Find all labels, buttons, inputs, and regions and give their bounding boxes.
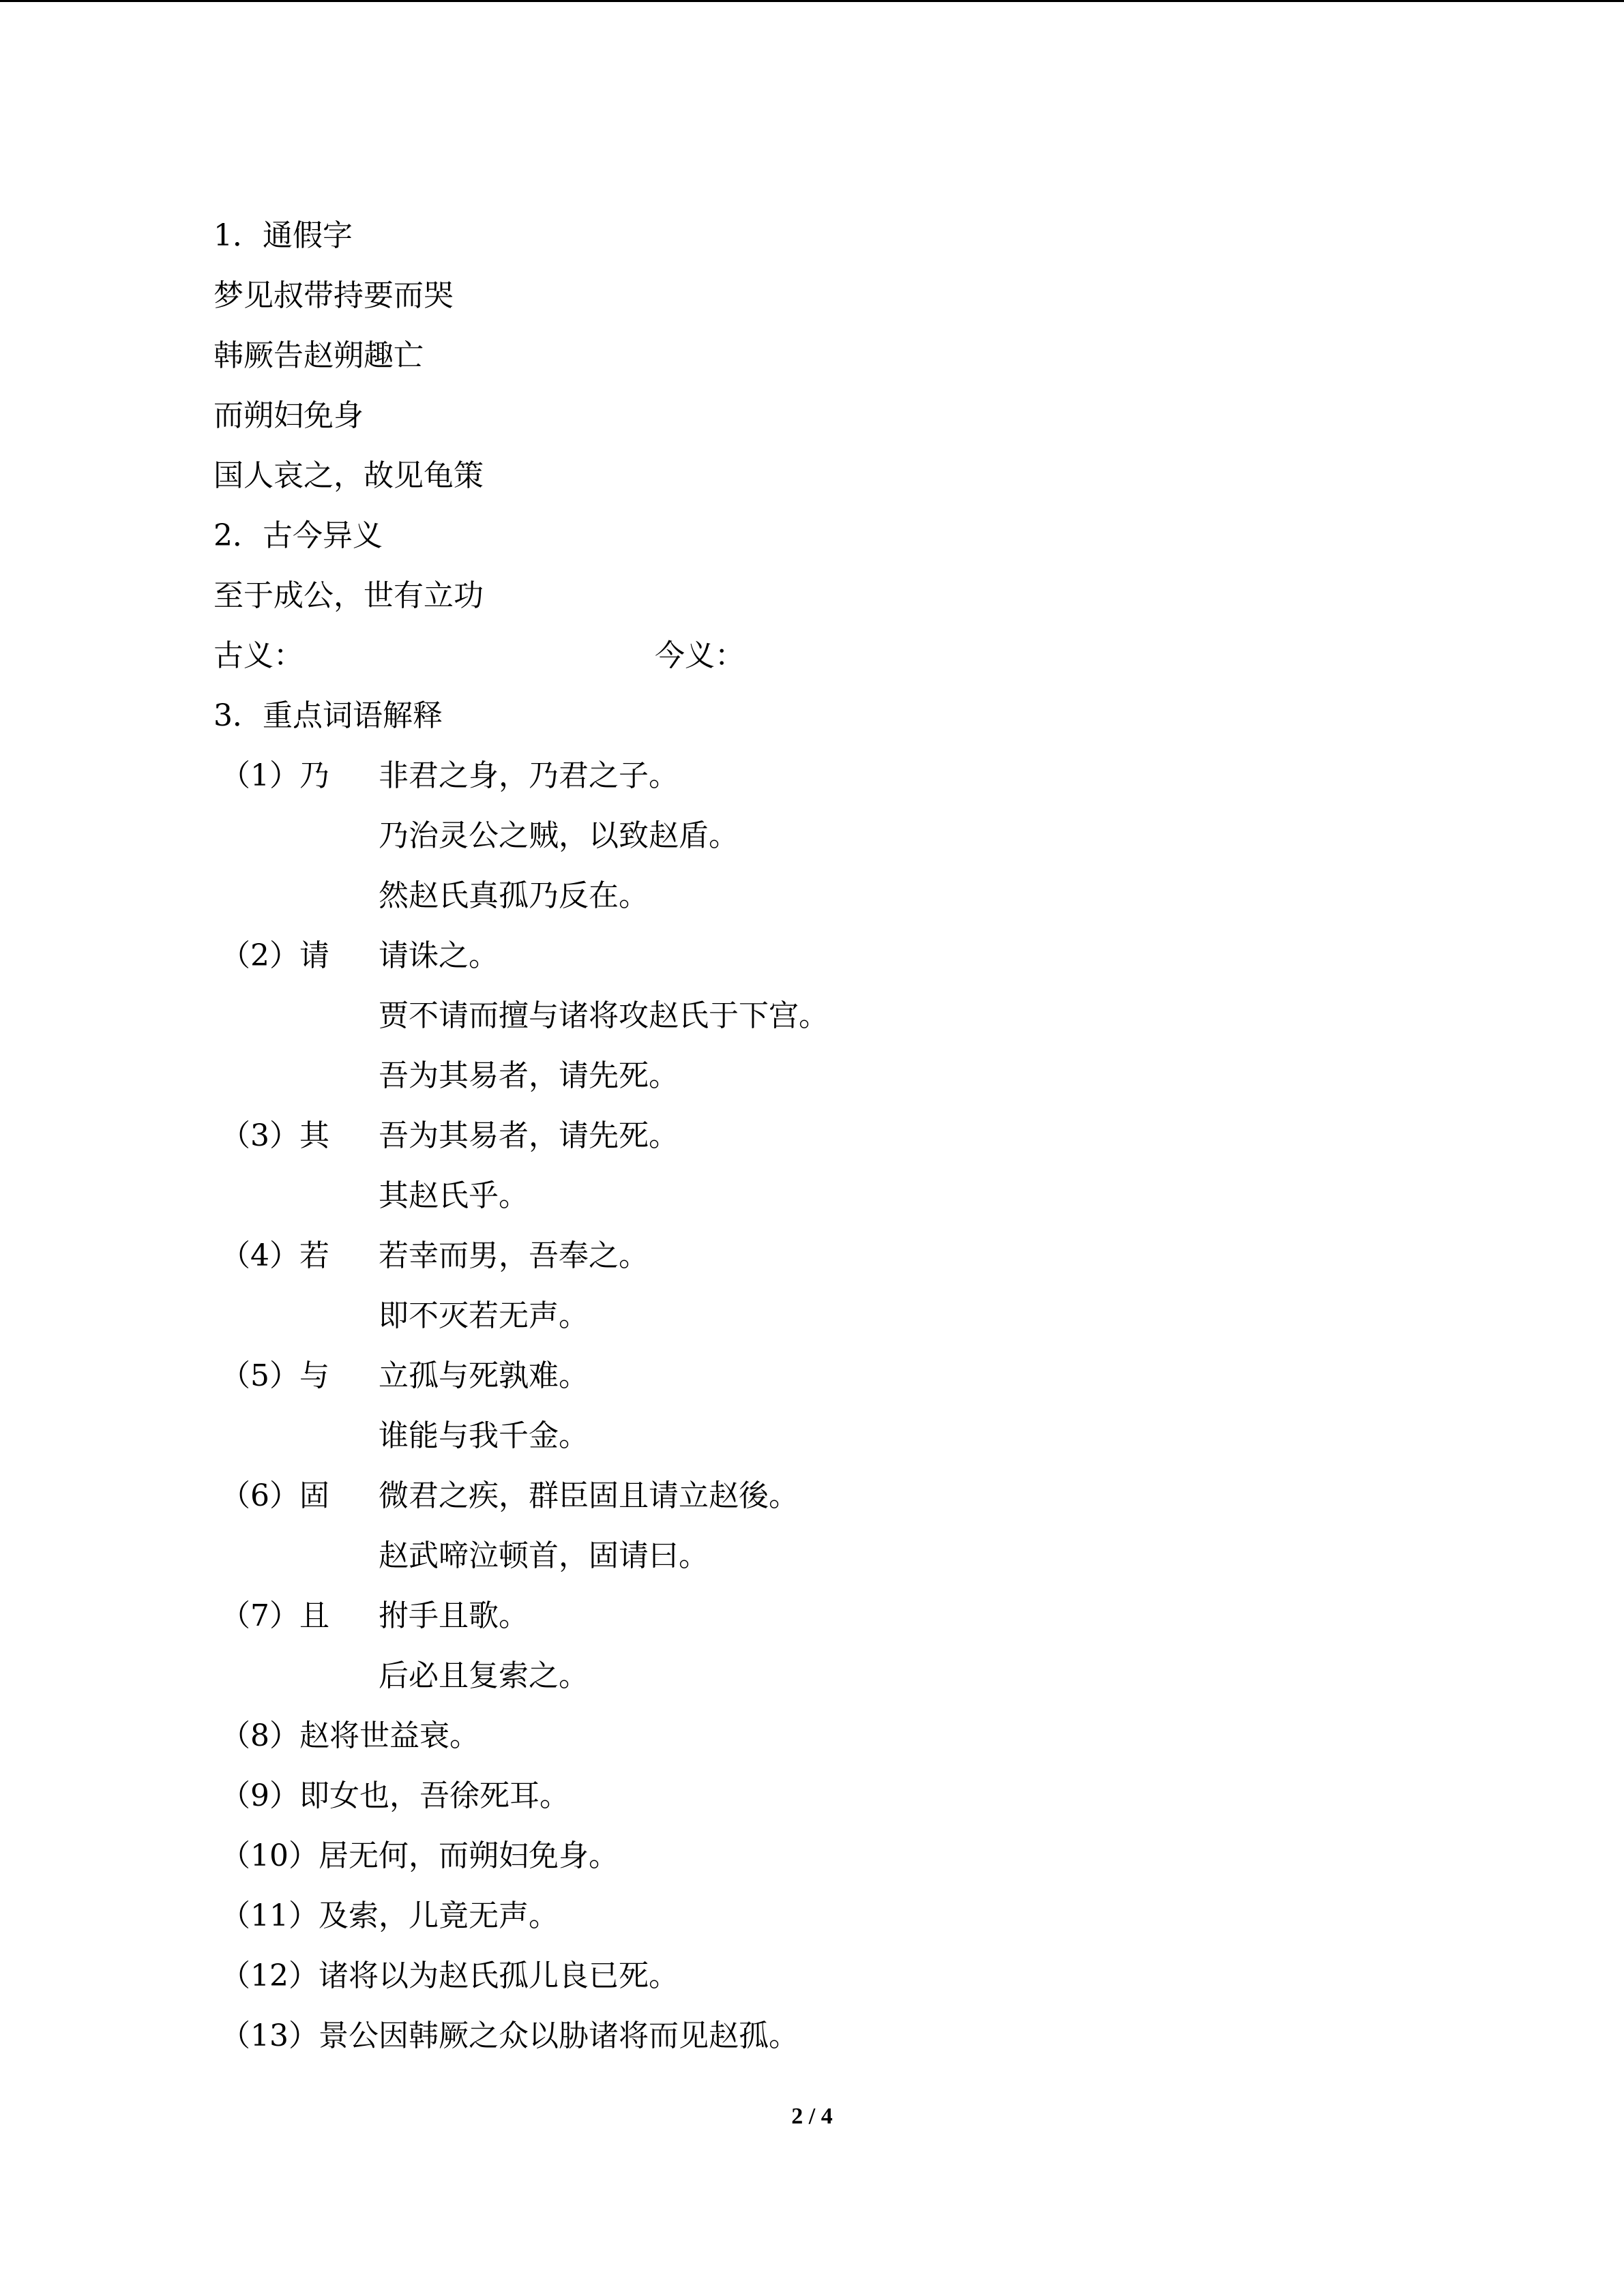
- item-1-example-1: 非君之身，乃君之子。: [379, 758, 679, 793]
- gujin-sentence: 至于成公，世有立功: [213, 578, 484, 613]
- section-3-title: 3．重点词语解释: [213, 698, 443, 733]
- item-12: （12）诸将以为赵氏孤儿良已死。: [220, 1958, 679, 1993]
- ancient-meaning-label: 古义：: [213, 638, 304, 673]
- item-1-example-2: 乃治灵公之贼，以致赵盾。: [379, 818, 739, 853]
- tongjiazi-line-3: 而朔妇免身: [213, 398, 364, 433]
- item-3-example-1: 吾为其易者，请先死。: [379, 1118, 679, 1153]
- section-1-title: 1．通假字: [213, 218, 353, 253]
- item-5-label: （5）与: [220, 1358, 329, 1393]
- item-1-example-3: 然赵氏真孤乃反在。: [379, 878, 649, 913]
- item-1-label: （1）乃: [220, 758, 329, 793]
- item-10: （10）居无何，而朔妇免身。: [220, 1838, 619, 1873]
- item-3-example-2: 其赵氏乎。: [379, 1178, 529, 1213]
- page-number: 2 / 4: [791, 2104, 833, 2129]
- item-8: （8）赵将世益衰。: [220, 1718, 479, 1753]
- item-6-label: （6）固: [220, 1478, 329, 1513]
- item-9: （9）即女也，吾徐死耳。: [220, 1778, 570, 1813]
- section-2-title: 2．古今异义: [213, 518, 383, 553]
- item-5-example-1: 立孤与死孰难。: [379, 1358, 589, 1393]
- item-2-example-2: 贾不请而擅与诸将攻赵氏于下宫。: [379, 998, 829, 1033]
- item-7-label: （7）且: [220, 1598, 329, 1633]
- item-11: （11）及索，儿竟无声。: [220, 1898, 559, 1933]
- item-2-example-1: 请诛之。: [379, 938, 499, 973]
- item-13: （13）景公因韩厥之众以胁诸将而见赵孤。: [220, 2018, 799, 2053]
- item-4-example-2: 即不灭若无声。: [379, 1298, 589, 1333]
- item-2-label: （2）请: [220, 938, 329, 973]
- item-4-example-1: 若幸而男，吾奉之。: [379, 1238, 649, 1273]
- item-5-example-2: 谁能与我千金。: [379, 1418, 589, 1453]
- modern-meaning-label: 今义：: [655, 638, 745, 673]
- tongjiazi-line-1: 梦见叔带持要而哭: [213, 278, 454, 313]
- tongjiazi-line-4: 国人哀之，故见龟策: [213, 458, 484, 493]
- item-4-label: （4）若: [220, 1238, 329, 1273]
- tongjiazi-line-2: 韩厥告赵朔趣亡: [213, 338, 424, 373]
- item-7-example-1: 拊手且歌。: [379, 1598, 529, 1633]
- item-3-label: （3）其: [220, 1118, 329, 1153]
- item-6-example-1: 微君之疾，群臣固且请立赵後。: [379, 1478, 799, 1513]
- item-6-example-2: 赵武啼泣顿首，固请曰。: [379, 1538, 709, 1573]
- item-7-example-2: 后必且复索之。: [379, 1658, 589, 1693]
- top-border-rule: [0, 0, 1624, 2]
- item-2-example-3: 吾为其易者，请先死。: [379, 1058, 679, 1093]
